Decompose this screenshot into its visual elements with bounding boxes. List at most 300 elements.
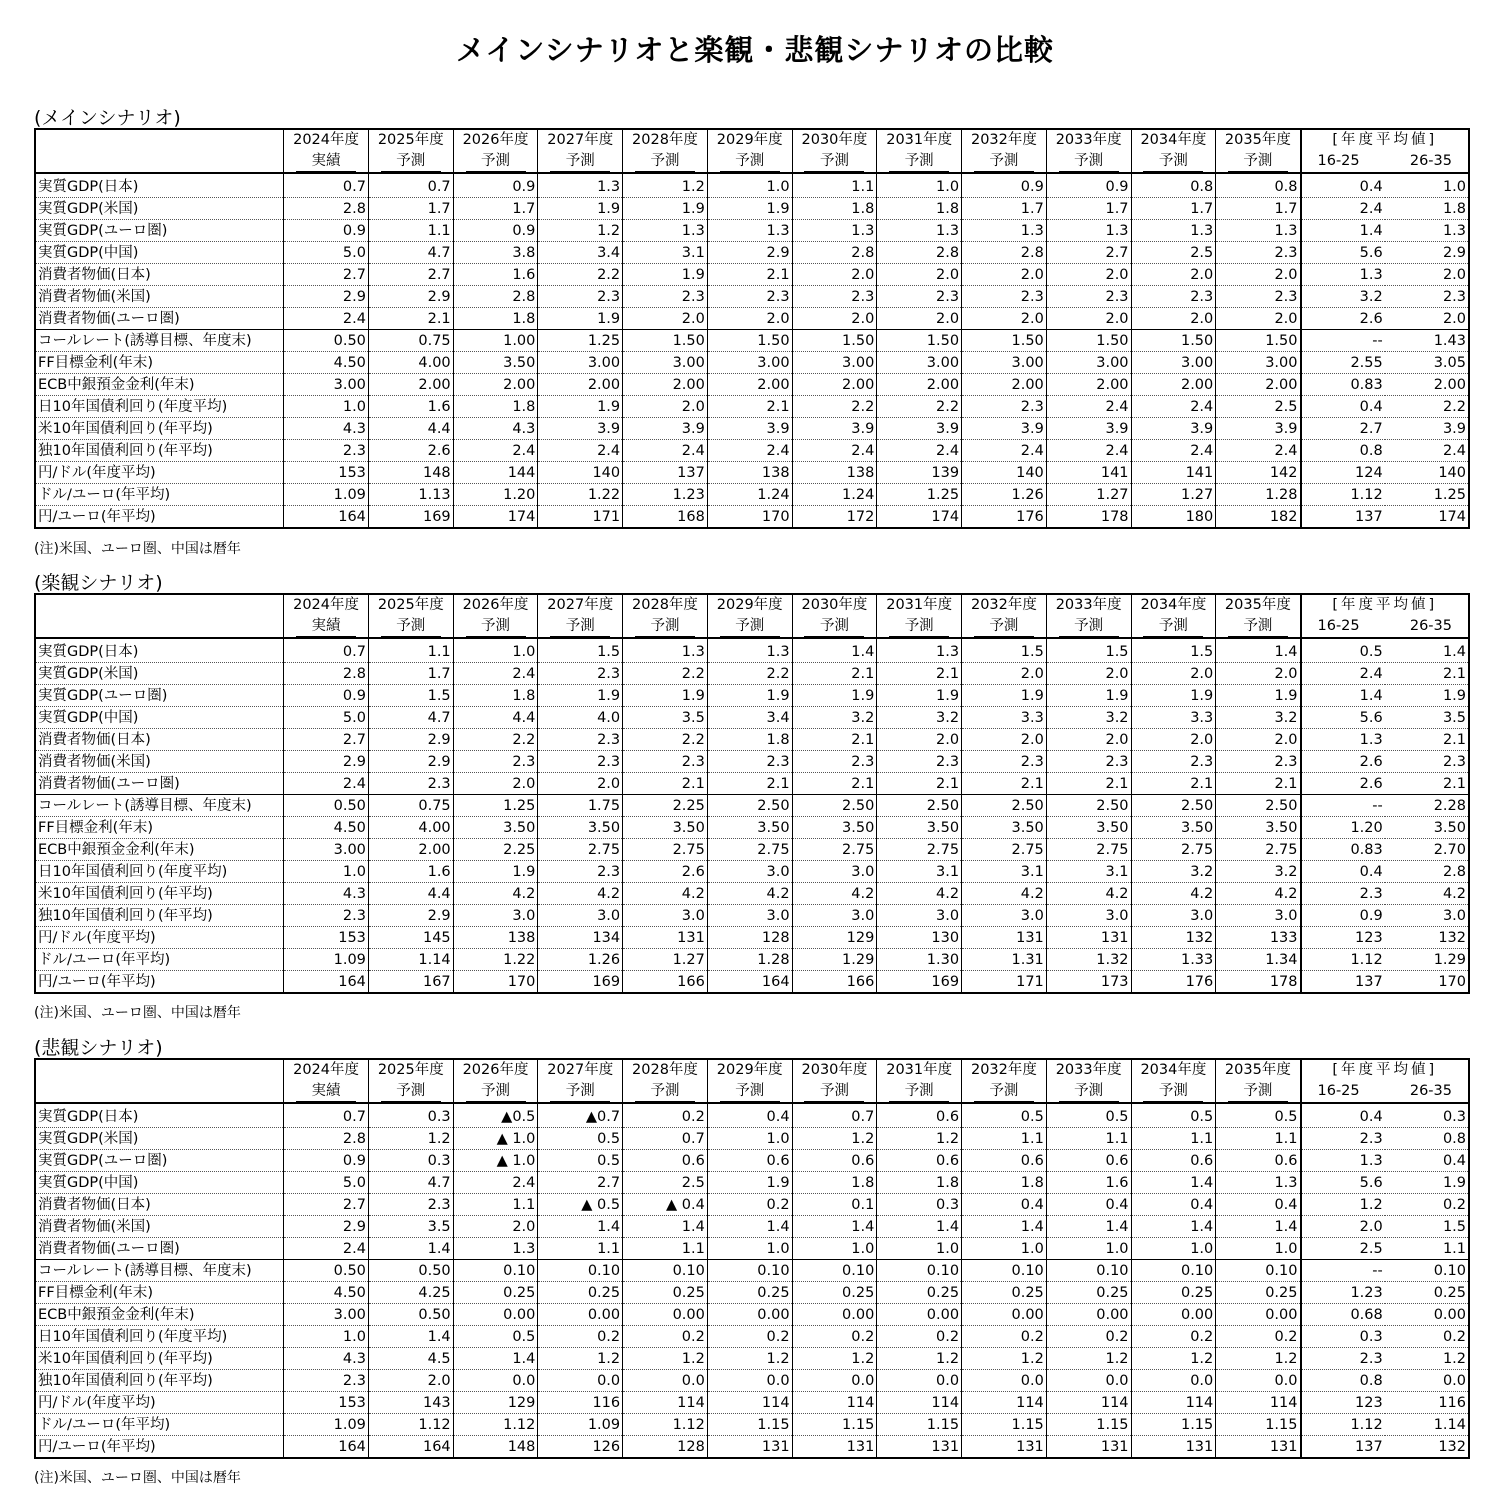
- row-label: FF目標金利(年末): [35, 352, 284, 374]
- value-cell: 1.4: [877, 1216, 962, 1238]
- value-cell: 132: [1131, 927, 1216, 949]
- value-cell: 1.6: [368, 861, 453, 883]
- value-cell: 2.8: [453, 286, 538, 308]
- value-cell: 2.0: [1131, 264, 1216, 286]
- value-cell: 1.75: [538, 795, 623, 817]
- value-cell: 1.8: [707, 729, 792, 751]
- row-label: 円/ドル(年度平均): [35, 927, 284, 949]
- table-row: [35, 751, 1469, 773]
- value-cell: 4.3: [284, 418, 369, 440]
- value-cell: 1.2: [792, 1348, 877, 1370]
- value-cell: 2.4: [453, 663, 538, 685]
- value-cell: 1.2: [707, 1348, 792, 1370]
- value-cell: 3.4: [538, 242, 623, 264]
- header-year-sub: 実績: [296, 152, 356, 172]
- value-cell: 2.0: [1046, 308, 1131, 330]
- value-cell: 1.7: [368, 663, 453, 685]
- value-cell: 1.6: [368, 396, 453, 418]
- average-value-cell: 2.8: [1385, 861, 1469, 883]
- value-cell: 2.4: [1131, 440, 1216, 462]
- value-cell: 1.3: [1216, 220, 1301, 242]
- average-value-cell: 123: [1301, 1392, 1385, 1414]
- value-cell: 1.6: [1046, 1172, 1131, 1194]
- row-label: 消費者物価(ユーロ圏): [35, 1238, 284, 1260]
- table-row: [35, 795, 1469, 817]
- value-cell: 1.4: [368, 1238, 453, 1260]
- header-year-label: 2031年度: [886, 1062, 953, 1078]
- value-cell: 138: [792, 462, 877, 484]
- value-cell: 1.22: [538, 484, 623, 506]
- value-cell: 0.5: [962, 1103, 1047, 1128]
- value-cell: ▲0.7: [538, 1103, 623, 1128]
- value-cell: 1.3: [707, 220, 792, 242]
- value-cell: 1.7: [1216, 198, 1301, 220]
- value-cell: 2.0: [538, 773, 623, 795]
- table-row: [35, 396, 1469, 418]
- header-year-label: 2035年度: [1224, 1062, 1291, 1078]
- table-row: [35, 1436, 1469, 1459]
- value-cell: 1.2: [538, 220, 623, 242]
- value-cell: 170: [453, 971, 538, 994]
- header-label-cell: [35, 594, 284, 638]
- header-average: [1301, 594, 1470, 638]
- average-value-cell: 1.23: [1301, 1282, 1385, 1304]
- average-value-cell: 0.9: [1301, 905, 1385, 927]
- value-cell: 0.2: [707, 1326, 792, 1348]
- value-cell: 1.14: [368, 949, 453, 971]
- average-value-cell: 1.25: [1385, 484, 1469, 506]
- value-cell: 4.4: [368, 418, 453, 440]
- average-value-cell: 1.2: [1385, 1348, 1469, 1370]
- average-value-cell: 2.7: [1301, 418, 1385, 440]
- value-cell: 0.0: [962, 1370, 1047, 1392]
- value-cell: 169: [877, 971, 962, 994]
- table-row: [35, 418, 1469, 440]
- table-row: [35, 264, 1469, 286]
- value-cell: 142: [1216, 462, 1301, 484]
- value-cell: 1.8: [962, 1172, 1047, 1194]
- header-year-label: 2035年度: [1224, 132, 1291, 148]
- value-cell: 1.22: [453, 949, 538, 971]
- value-cell: 1.0: [962, 1238, 1047, 1260]
- value-cell: 2.1: [792, 729, 877, 751]
- header-year-label: 2028年度: [632, 132, 698, 148]
- average-value-cell: 2.1: [1385, 773, 1469, 795]
- average-value-cell: 2.3: [1385, 286, 1469, 308]
- value-cell: 1.8: [792, 198, 877, 220]
- value-cell: 1.9: [1216, 685, 1301, 707]
- value-cell: 1.5: [962, 638, 1047, 663]
- table-optimistic: [34, 593, 1470, 994]
- value-cell: 0.2: [962, 1326, 1047, 1348]
- value-cell: 141: [1131, 462, 1216, 484]
- value-cell: 1.1: [453, 1194, 538, 1216]
- value-cell: 1.2: [538, 1348, 623, 1370]
- value-cell: 2.7: [284, 1194, 369, 1216]
- average-value-cell: 3.50: [1385, 817, 1469, 839]
- value-cell: 0.2: [538, 1326, 623, 1348]
- row-label: 消費者物価(日本): [35, 729, 284, 751]
- value-cell: 1.4: [962, 1216, 1047, 1238]
- value-cell: 1.27: [1131, 484, 1216, 506]
- table-row: [35, 1172, 1469, 1194]
- average-value-cell: 2.2: [1385, 396, 1469, 418]
- section-title-main: (メインシナリオ): [34, 107, 181, 129]
- table-row: [35, 220, 1469, 242]
- header-year-sub: 予測: [974, 152, 1034, 172]
- average-value-cell: 1.20: [1301, 817, 1385, 839]
- value-cell: ▲ 0.4: [623, 1194, 708, 1216]
- value-cell: 4.0: [538, 707, 623, 729]
- value-cell: 1.8: [453, 685, 538, 707]
- value-cell: 2.3: [962, 286, 1047, 308]
- row-label: 消費者物価(日本): [35, 1194, 284, 1216]
- value-cell: 0.0: [538, 1370, 623, 1392]
- value-cell: 2.50: [707, 795, 792, 817]
- header-year: [1046, 129, 1131, 173]
- value-cell: 0.25: [1216, 1282, 1301, 1304]
- value-cell: 0.0: [1046, 1370, 1131, 1392]
- value-cell: 4.50: [284, 352, 369, 374]
- value-cell: 1.31: [962, 949, 1047, 971]
- average-value-cell: 1.9: [1385, 685, 1469, 707]
- value-cell: 5.0: [284, 242, 369, 264]
- value-cell: 2.3: [538, 729, 623, 751]
- table-row: [35, 839, 1469, 861]
- value-cell: 3.50: [1131, 817, 1216, 839]
- average-value-cell: 123: [1301, 927, 1385, 949]
- header-year-label: 2027年度: [547, 1062, 614, 1078]
- value-cell: 2.4: [284, 308, 369, 330]
- header-year-label: 2025年度: [377, 1062, 444, 1078]
- value-cell: 0.3: [877, 1194, 962, 1216]
- header-year: [792, 594, 877, 638]
- value-cell: 1.9: [877, 685, 962, 707]
- value-cell: 0.0: [707, 1370, 792, 1392]
- header-year-sub: 予測: [1228, 617, 1288, 637]
- average-value-cell: 0.25: [1385, 1282, 1469, 1304]
- value-cell: 0.50: [368, 1304, 453, 1326]
- value-cell: 1.9: [538, 685, 623, 707]
- header-year: [1131, 129, 1216, 173]
- header-year-sub: 実績: [296, 617, 356, 637]
- value-cell: 0.50: [284, 1260, 369, 1282]
- value-cell: 2.2: [623, 663, 708, 685]
- value-cell: 2.0: [368, 1370, 453, 1392]
- value-cell: 131: [707, 1436, 792, 1459]
- value-cell: 1.4: [623, 1216, 708, 1238]
- value-cell: 2.4: [962, 440, 1047, 462]
- header-year-label: 2033年度: [1055, 132, 1122, 148]
- average-value-cell: --: [1301, 330, 1385, 352]
- average-value-cell: 0.2: [1385, 1326, 1469, 1348]
- value-cell: 3.0: [1046, 905, 1131, 927]
- value-cell: 0.00: [1131, 1304, 1216, 1326]
- value-cell: 2.3: [877, 286, 962, 308]
- table-pessimistic: [34, 1058, 1470, 1459]
- average-value-cell: 2.6: [1301, 751, 1385, 773]
- value-cell: 0.75: [368, 795, 453, 817]
- average-value-cell: 1.1: [1385, 1238, 1469, 1260]
- value-cell: 1.5: [1046, 638, 1131, 663]
- value-cell: 0.10: [1216, 1260, 1301, 1282]
- header-year: [1216, 594, 1301, 638]
- value-cell: 2.0: [453, 773, 538, 795]
- value-cell: 139: [877, 462, 962, 484]
- value-cell: 169: [538, 971, 623, 994]
- average-value-cell: 2.5: [1301, 1238, 1385, 1260]
- average-value-cell: 2.3: [1301, 1348, 1385, 1370]
- value-cell: 140: [962, 462, 1047, 484]
- value-cell: 1.8: [792, 1172, 877, 1194]
- value-cell: 1.2: [792, 1128, 877, 1150]
- header-year: [707, 1059, 792, 1103]
- average-value-cell: 2.28: [1385, 795, 1469, 817]
- value-cell: 2.3: [707, 751, 792, 773]
- value-cell: 1.09: [284, 484, 369, 506]
- value-cell: 0.0: [877, 1370, 962, 1392]
- table-row: [35, 1348, 1469, 1370]
- row-label: FF目標金利(年末): [35, 1282, 284, 1304]
- value-cell: 3.00: [1046, 352, 1131, 374]
- header-year: [284, 1059, 369, 1103]
- average-value-cell: 0.68: [1301, 1304, 1385, 1326]
- value-cell: 1.0: [877, 1238, 962, 1260]
- value-cell: 2.3: [1131, 286, 1216, 308]
- value-cell: 2.0: [877, 729, 962, 751]
- value-cell: 4.2: [538, 883, 623, 905]
- value-cell: 1.25: [538, 330, 623, 352]
- value-cell: 0.00: [1216, 1304, 1301, 1326]
- header-average-period: 26-35: [1409, 1083, 1452, 1099]
- value-cell: 116: [538, 1392, 623, 1414]
- value-cell: ▲0.5: [453, 1103, 538, 1128]
- row-label: 独10年国債利回り(年平均): [35, 440, 284, 462]
- value-cell: 4.4: [453, 707, 538, 729]
- value-cell: 1.4: [707, 1216, 792, 1238]
- value-cell: 4.5: [368, 1348, 453, 1370]
- value-cell: 0.10: [707, 1260, 792, 1282]
- value-cell: 3.1: [877, 861, 962, 883]
- header-average-title: [年度平均値]: [1332, 1062, 1438, 1078]
- header-year: [962, 594, 1047, 638]
- table-row: [35, 1370, 1469, 1392]
- value-cell: 1.3: [1131, 220, 1216, 242]
- value-cell: 2.8: [877, 242, 962, 264]
- value-cell: 1.9: [962, 685, 1047, 707]
- value-cell: 3.0: [792, 905, 877, 927]
- row-label: 米10年国債利回り(年平均): [35, 883, 284, 905]
- value-cell: 0.50: [284, 795, 369, 817]
- value-cell: ▲ 1.0: [453, 1150, 538, 1172]
- header-year-label: 2028年度: [632, 597, 698, 613]
- value-cell: 0.9: [1046, 173, 1131, 198]
- average-value-cell: 2.0: [1301, 1216, 1385, 1238]
- header-year-sub: 予測: [1228, 1082, 1288, 1102]
- value-cell: 2.3: [1216, 242, 1301, 264]
- value-cell: 128: [707, 927, 792, 949]
- value-cell: 3.00: [1131, 352, 1216, 374]
- value-cell: 4.2: [623, 883, 708, 905]
- value-cell: 2.1: [707, 773, 792, 795]
- value-cell: 4.7: [368, 707, 453, 729]
- value-cell: 1.7: [962, 198, 1047, 220]
- value-cell: 3.9: [1131, 418, 1216, 440]
- average-value-cell: 0.10: [1385, 1260, 1469, 1282]
- value-cell: 0.6: [623, 1150, 708, 1172]
- value-cell: 2.4: [792, 440, 877, 462]
- value-cell: 4.00: [368, 352, 453, 374]
- value-cell: 2.1: [792, 663, 877, 685]
- value-cell: 148: [368, 462, 453, 484]
- row-label: 消費者物価(米国): [35, 1216, 284, 1238]
- value-cell: 1.09: [538, 1414, 623, 1436]
- value-cell: 0.10: [623, 1260, 708, 1282]
- value-cell: 164: [284, 1436, 369, 1459]
- value-cell: 2.1: [1216, 773, 1301, 795]
- average-value-cell: 5.6: [1301, 242, 1385, 264]
- average-value-cell: 0.8: [1301, 1370, 1385, 1392]
- value-cell: 3.2: [1131, 861, 1216, 883]
- value-cell: 1.26: [538, 949, 623, 971]
- value-cell: 176: [1131, 971, 1216, 994]
- value-cell: 1.50: [877, 330, 962, 352]
- value-cell: 0.00: [707, 1304, 792, 1326]
- value-cell: 2.4: [877, 440, 962, 462]
- value-cell: 2.3: [623, 286, 708, 308]
- average-value-cell: 137: [1301, 1436, 1385, 1459]
- header-year-label: 2033年度: [1055, 597, 1122, 613]
- value-cell: 0.10: [1131, 1260, 1216, 1282]
- value-cell: 0.6: [962, 1150, 1047, 1172]
- value-cell: 1.3: [453, 1238, 538, 1260]
- value-cell: 131: [877, 1436, 962, 1459]
- value-cell: 1.3: [962, 220, 1047, 242]
- value-cell: 1.50: [1046, 330, 1131, 352]
- header-year: [1131, 1059, 1216, 1103]
- header-year: [877, 594, 962, 638]
- header-year-sub: 予測: [466, 152, 526, 172]
- value-cell: 0.8: [1131, 173, 1216, 198]
- header-row: [35, 594, 1469, 638]
- header-year-label: 2028年度: [632, 1062, 698, 1078]
- value-cell: 2.4: [707, 440, 792, 462]
- table-row: [35, 971, 1469, 994]
- value-cell: 1.9: [623, 264, 708, 286]
- value-cell: 0.10: [538, 1260, 623, 1282]
- row-label: 消費者物価(ユーロ圏): [35, 308, 284, 330]
- value-cell: 1.3: [877, 638, 962, 663]
- value-cell: 2.1: [707, 264, 792, 286]
- row-label: 米10年国債利回り(年平均): [35, 1348, 284, 1370]
- header-label-cell: [35, 129, 284, 173]
- value-cell: 1.12: [453, 1414, 538, 1436]
- value-cell: 2.2: [707, 663, 792, 685]
- value-cell: 1.0: [877, 173, 962, 198]
- value-cell: 1.0: [792, 1238, 877, 1260]
- average-value-cell: 0.83: [1301, 839, 1385, 861]
- header-year: [284, 129, 369, 173]
- value-cell: 0.4: [962, 1194, 1047, 1216]
- value-cell: 1.09: [284, 1414, 369, 1436]
- value-cell: 1.50: [707, 330, 792, 352]
- value-cell: 2.3: [284, 1370, 369, 1392]
- value-cell: 1.1: [1046, 1128, 1131, 1150]
- footnote-pessimistic: (注)米国、ユーロ圏、中国は暦年: [34, 1470, 241, 1486]
- value-cell: 114: [707, 1392, 792, 1414]
- value-cell: 1.3: [623, 220, 708, 242]
- table-row: [35, 638, 1469, 663]
- value-cell: 4.3: [284, 1348, 369, 1370]
- table-row: [35, 506, 1469, 529]
- value-cell: 0.9: [284, 1150, 369, 1172]
- value-cell: 143: [368, 1392, 453, 1414]
- value-cell: 2.00: [453, 374, 538, 396]
- value-cell: 2.3: [284, 440, 369, 462]
- value-cell: 5.0: [284, 1172, 369, 1194]
- row-label: 日10年国債利回り(年度平均): [35, 396, 284, 418]
- value-cell: 0.4: [1046, 1194, 1131, 1216]
- value-cell: 2.3: [792, 286, 877, 308]
- value-cell: 1.12: [368, 1414, 453, 1436]
- value-cell: 2.0: [962, 308, 1047, 330]
- value-cell: 2.0: [962, 264, 1047, 286]
- value-cell: 1.50: [623, 330, 708, 352]
- row-label: ECB中銀預金金利(年末): [35, 1304, 284, 1326]
- header-year: [623, 1059, 708, 1103]
- value-cell: 1.4: [1131, 1216, 1216, 1238]
- average-value-cell: 137: [1301, 971, 1385, 994]
- value-cell: 2.9: [368, 905, 453, 927]
- value-cell: 2.5: [1131, 242, 1216, 264]
- average-value-cell: 140: [1385, 462, 1469, 484]
- row-label: 実質GDP(ユーロ圏): [35, 1150, 284, 1172]
- value-cell: 4.2: [1046, 883, 1131, 905]
- value-cell: 1.9: [707, 685, 792, 707]
- header-year-label: 2025年度: [377, 132, 444, 148]
- value-cell: 0.00: [1046, 1304, 1131, 1326]
- value-cell: 2.2: [877, 396, 962, 418]
- value-cell: 134: [538, 927, 623, 949]
- value-cell: 2.5: [1216, 396, 1301, 418]
- value-cell: 1.34: [1216, 949, 1301, 971]
- value-cell: 2.3: [1046, 286, 1131, 308]
- value-cell: 1.2: [962, 1348, 1047, 1370]
- value-cell: 131: [962, 1436, 1047, 1459]
- row-label: FF目標金利(年末): [35, 817, 284, 839]
- average-value-cell: 5.6: [1301, 1172, 1385, 1194]
- value-cell: 174: [453, 506, 538, 529]
- value-cell: 1.1: [962, 1128, 1047, 1150]
- average-value-cell: 0.00: [1385, 1304, 1469, 1326]
- value-cell: 3.9: [1216, 418, 1301, 440]
- header-year: [1046, 594, 1131, 638]
- header-year-sub: 予測: [550, 617, 610, 637]
- value-cell: 0.10: [1046, 1260, 1131, 1282]
- value-cell: 4.2: [792, 883, 877, 905]
- value-cell: 2.9: [284, 751, 369, 773]
- average-value-cell: 1.9: [1385, 1172, 1469, 1194]
- row-label: 実質GDP(中国): [35, 707, 284, 729]
- row-label: 実質GDP(ユーロ圏): [35, 220, 284, 242]
- value-cell: 2.3: [1131, 751, 1216, 773]
- value-cell: 0.25: [453, 1282, 538, 1304]
- value-cell: 0.5: [538, 1150, 623, 1172]
- table-row: [35, 1414, 1469, 1436]
- value-cell: 128: [623, 1436, 708, 1459]
- header-year-sub: 予測: [889, 617, 949, 637]
- header-year-sub: 予測: [381, 1082, 441, 1102]
